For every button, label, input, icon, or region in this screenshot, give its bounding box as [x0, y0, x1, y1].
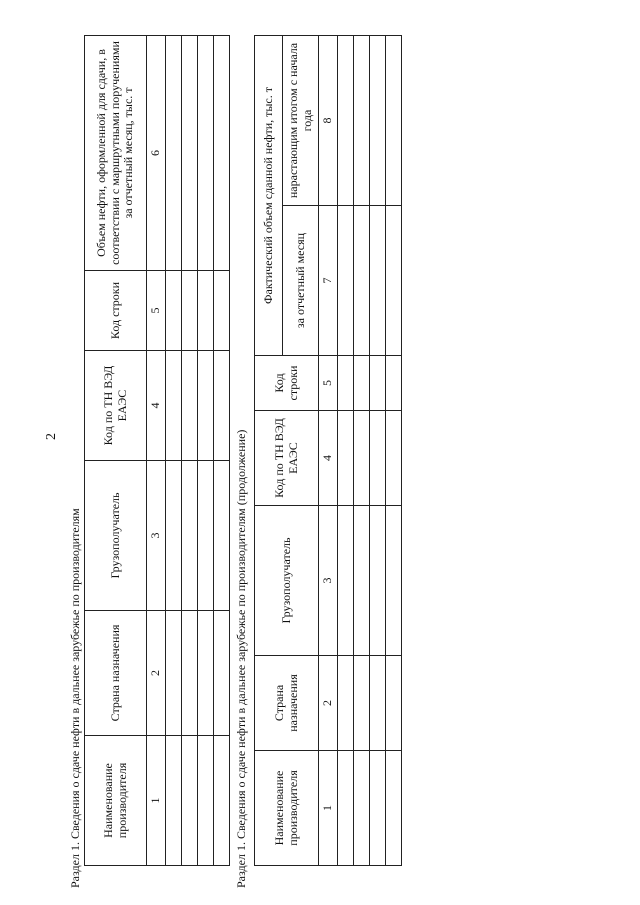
col-number: 8	[319, 35, 338, 205]
header-producer: Наименование производителя	[85, 736, 147, 866]
section2-table	[254, 35, 402, 866]
col-number: 5	[147, 271, 166, 351]
header-year-to-date: нарастающим итогом с начала года	[283, 35, 319, 205]
header-actual-volume: Фактический объем сданной нефти, тыс. т	[255, 35, 283, 355]
table-row	[369, 35, 385, 865]
col-number: 2	[147, 611, 166, 736]
col-number: 5	[319, 356, 338, 411]
header-country: Страна назначения	[85, 611, 147, 736]
section2-table-wrapper	[254, 35, 402, 866]
col-number: 1	[319, 751, 338, 866]
page-number: 2	[44, 433, 59, 440]
header-country: Страна назначения	[255, 656, 319, 751]
header-tn-ved-code: Код по ТН ВЭД ЕАЭС	[85, 351, 147, 461]
header-month: за отчетный месяц	[283, 206, 319, 356]
header-consignee: Грузополучатель	[85, 461, 147, 611]
table-row	[337, 35, 353, 865]
col-number: 4	[147, 351, 166, 461]
header-volume: Объем нефти, оформленной для сдачи, в соответствии с маршрутными поручениями за отчетный месяц, тыс. т	[85, 36, 147, 271]
col-number: 1	[147, 736, 166, 866]
table-row	[353, 35, 369, 865]
header-line-code: Код строки	[255, 356, 319, 411]
table-row	[181, 36, 197, 866]
section2-caption: Раздел 1. Сведения о сдаче нефти в дальнее зарубежье по производителям (продолжение)	[234, 429, 248, 888]
table-row	[385, 35, 401, 865]
col-number: 3	[147, 461, 166, 611]
col-number: 2	[319, 656, 338, 751]
table-row	[165, 36, 181, 866]
header-line-code: Код строки	[85, 271, 147, 351]
section1-table	[84, 35, 230, 866]
section1-caption: Раздел 1. Сведения о сдаче нефти в дальнее зарубежье по производителям	[68, 508, 82, 888]
col-number: 6	[147, 36, 166, 271]
col-number: 7	[319, 206, 338, 356]
header-consignee: Грузополучатель	[255, 506, 319, 656]
col-number: 4	[319, 411, 338, 506]
table-row	[197, 36, 213, 866]
col-number: 3	[319, 506, 338, 656]
section1-table-wrapper	[84, 35, 230, 866]
header-tn-ved-code: Код по ТН ВЭД ЕАЭС	[255, 411, 319, 506]
header-producer: Наименование производителя	[255, 751, 319, 866]
table-row	[213, 36, 229, 866]
